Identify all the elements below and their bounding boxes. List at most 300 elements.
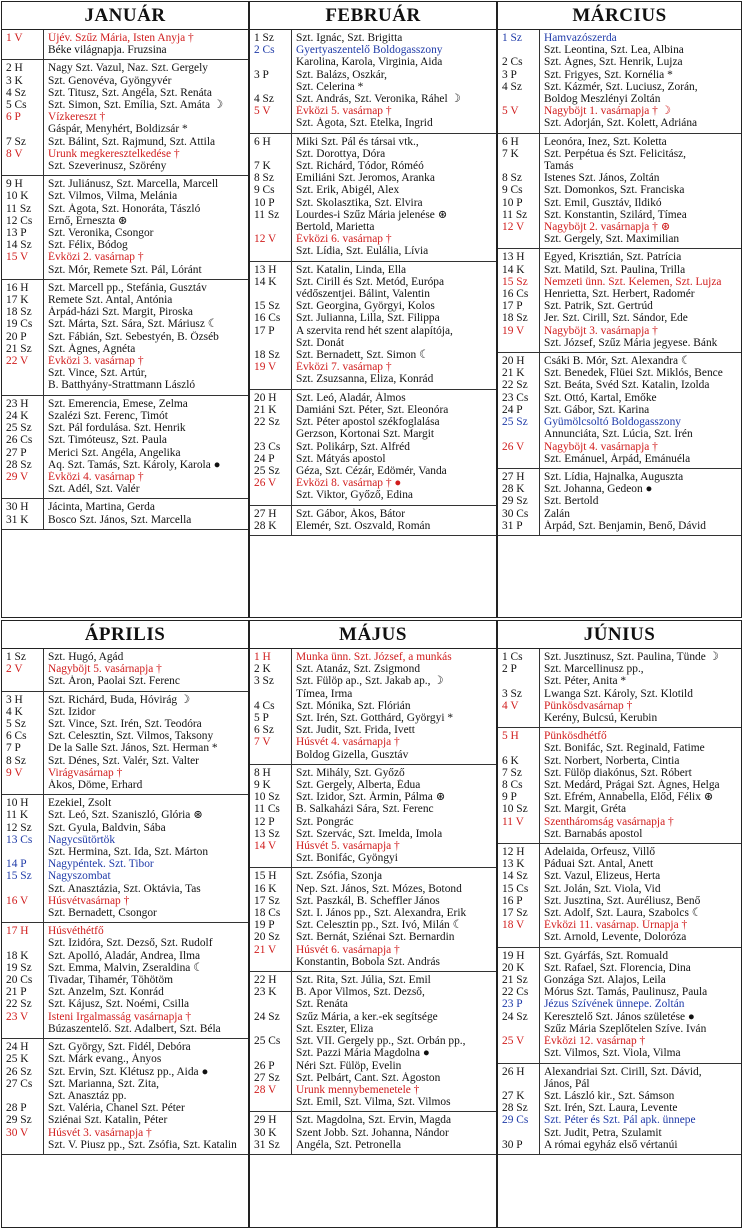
day-number: 8 V (6, 147, 23, 160)
day-number (250, 688, 291, 700)
day-row (2, 1127, 248, 1139)
day-number: 6 P (6, 111, 21, 124)
day-number: 9 Cs (502, 184, 523, 197)
day-names: Szt. Erik, Abigél, Alex (296, 184, 400, 197)
day-number: 21 Sz (502, 974, 528, 987)
day-number (250, 1023, 291, 1035)
day-number: 18 Cs (254, 907, 281, 920)
day-number: 8 Sz (6, 754, 26, 767)
day-names: Szt. Eszter, Eliza (296, 1022, 374, 1035)
day-row (250, 184, 496, 196)
day-number: 11 Sz (6, 202, 32, 215)
day-number (498, 742, 539, 754)
day-number: 5 V (254, 105, 271, 118)
day-row (498, 495, 741, 507)
day-names: Szt. Emil, Szt. Vilma, Szt. Vilmos (296, 1096, 451, 1109)
day-number: 30 Cs (502, 507, 529, 520)
day-number: 12 Cs (6, 214, 33, 227)
day-number: 1 Cs (502, 651, 523, 663)
day-names: Urunk megkeresztelkedése † (48, 147, 180, 160)
day-row (2, 111, 248, 123)
day-row (2, 1011, 248, 1023)
day-row (498, 742, 741, 754)
day-names: Húsvét 6. vasárnapja † (296, 943, 400, 956)
day-row (250, 520, 496, 532)
day-names: Szt. Kázmér, Szt. Luciusz, Zorán, (544, 80, 698, 93)
day-row (2, 459, 248, 471)
day-number: 27 P (6, 446, 27, 459)
day-row (250, 508, 496, 520)
day-names: Páduai Szt. Antal, Anett (544, 858, 654, 871)
day-names: Pünkösdhétfő (544, 730, 607, 743)
day-names: Szt. Mátyás apostol (296, 452, 386, 465)
day-names: Szt. Bernát, Sziénai Szt. Bernardin (296, 931, 455, 944)
day-row (250, 453, 496, 465)
day-number (250, 288, 291, 300)
day-names: Szt. Fülöp diakónus, Szt. Róbert (544, 766, 692, 779)
day-row (498, 56, 741, 68)
day-names: Henrietta, Szt. Herbert, Radomér (544, 288, 695, 301)
day-number: 28 V (254, 1083, 277, 1096)
day-row (498, 276, 741, 288)
day-row (250, 907, 496, 919)
day-row (250, 1139, 496, 1151)
day-number (2, 883, 43, 895)
day-number: 23 Cs (254, 440, 281, 453)
month-majus (249, 620, 497, 1228)
day-names: Szalézi Szt. Ferenc, Timót (48, 409, 168, 422)
day-number (250, 148, 291, 160)
month-days (2, 30, 248, 530)
day-row (498, 700, 741, 712)
day-names: Szt. Emil, Gusztáv, Ildikó (544, 196, 662, 209)
month-aprilis (1, 620, 249, 1228)
day-names: Szt. Perpétua és Szt. Felicitász, (544, 147, 687, 160)
day-row (250, 712, 496, 724)
day-names: Tamás (544, 160, 574, 173)
day-names: Bosco Szt. János, Szt. Marcella (48, 513, 192, 526)
day-names: Jézus Szívének ünnepe. Zoltán (544, 998, 685, 1011)
day-number: 13 Sz (254, 827, 280, 840)
day-names: Nagyböjt 3. vasárnapja † (544, 324, 658, 337)
day-names: Bertold, Marietta (296, 221, 375, 234)
day-number: 7 Sz (502, 766, 522, 779)
day-names: Húsvétvasárnap † (48, 894, 130, 907)
day-names: Szt. Gergely, Alberta, Édua (296, 779, 421, 792)
day-names: Szt. Emma, Malvin, Zseraldina ☾ (48, 961, 204, 974)
day-row (250, 1060, 496, 1072)
day-row (498, 1078, 741, 1090)
day-number: 25 Sz (502, 416, 528, 429)
day-row (250, 56, 496, 68)
day-names: Évközi 12. vasárnap † (544, 1035, 646, 1048)
day-number (250, 81, 291, 93)
day-number: 1 Sz (254, 32, 274, 44)
day-number: 26 Cs (6, 434, 33, 447)
day-row (250, 312, 496, 324)
day-names: Szt. Zsuzsanna, Eliza, Konrád (296, 373, 434, 386)
day-number (250, 373, 291, 385)
week-block (498, 249, 741, 353)
day-number (2, 379, 43, 391)
day-names: Lwanga Szt. Károly, Szt. Klotild (544, 687, 693, 700)
day-names: Szt. Fábián, Szt. Sebestyén, B. Özséb (48, 330, 219, 343)
day-row (498, 441, 741, 453)
day-number (250, 998, 291, 1010)
day-row (498, 209, 741, 221)
day-row (498, 264, 741, 276)
day-row (250, 1023, 496, 1035)
day-row (250, 264, 496, 276)
day-names: Szt. Ottó, Kartal, Emőke (544, 391, 657, 404)
day-row (250, 441, 496, 453)
day-row (250, 349, 496, 361)
day-number: 2 Cs (502, 56, 523, 69)
day-row (2, 755, 248, 767)
day-row (250, 209, 496, 221)
day-row (250, 1127, 496, 1139)
day-number: 15 Sz (502, 275, 528, 288)
day-names: Szt. Gábor, Szt. Karina (544, 403, 650, 416)
day-number: 9 Cs (254, 184, 275, 197)
month-marcius (497, 1, 742, 618)
day-number: 12 V (502, 221, 525, 234)
day-number: 1 Sz (6, 651, 26, 663)
day-row (2, 925, 248, 937)
day-names: Szt. Balázs, Oszkár, (296, 68, 387, 81)
day-names: Szt. Gábor, Ákos, Bátor (296, 507, 406, 520)
day-row (2, 434, 248, 446)
day-number (2, 264, 43, 276)
day-names: Kerény, Bulcsú, Kerubin (544, 712, 658, 725)
day-row (2, 294, 248, 306)
day-names: Évközi 8. vasárnap † ● (296, 477, 402, 490)
day-names: Szt. Adolf, Szt. Laura, Szabolcs ☾ (544, 907, 702, 920)
day-number: 22 H (254, 974, 277, 987)
day-names: Tímea, Irma (296, 687, 353, 700)
day-row (2, 870, 248, 882)
day-row (2, 1090, 248, 1102)
day-number: 13 P (6, 227, 27, 240)
day-number: 24 Sz (502, 1010, 528, 1023)
day-names: Szt. Marcell pp., Stefánia, Gusztáv (48, 281, 207, 294)
day-row (498, 233, 741, 245)
day-row (250, 816, 496, 828)
day-row (498, 791, 741, 803)
day-number: 30 H (6, 501, 29, 514)
day-names: Gerzson, Kortonai Szt. Margit (296, 428, 435, 441)
day-names: Szt. Arnold, Levente, Doloróza (544, 931, 687, 944)
day-names: Szt. Simon, Szt. Emília, Szt. Amáta ☽ (48, 99, 224, 112)
day-names: Szt. Gyárfás, Szt. Romuald (544, 949, 669, 962)
day-number (498, 1078, 539, 1090)
week-block (250, 134, 496, 262)
month-januar (1, 1, 249, 618)
day-row (250, 651, 496, 663)
day-names: Nagy Szt. Vazul, Naz. Szt. Gergely (48, 62, 208, 75)
day-row (250, 160, 496, 172)
day-number: 21 K (502, 367, 525, 380)
day-number: 1 Sz (502, 32, 522, 44)
day-number: 15 H (254, 870, 277, 883)
day-row (250, 325, 496, 337)
day-names: Pünkösdvasárnap † (544, 699, 633, 712)
day-number: 28 P (6, 1102, 27, 1115)
day-number: 12 V (254, 233, 277, 246)
day-row (498, 416, 741, 428)
day-row (250, 428, 496, 440)
day-names: Csáki B. Mór, Szt. Alexandra ☾ (544, 355, 692, 368)
day-names: Szt. Szervác, Szt. Imelda, Imola (296, 827, 443, 840)
day-row (2, 239, 248, 251)
day-number: 18 Sz (254, 349, 280, 362)
day-row (498, 44, 741, 56)
day-row (250, 791, 496, 803)
day-row (2, 663, 248, 675)
day-row (498, 870, 741, 882)
day-number: 20 Cs (6, 974, 33, 987)
day-row (250, 956, 496, 968)
day-names: Szűz Mária Szeplőtelen Szíve. Iván (544, 1022, 707, 1035)
day-number: 10 P (254, 196, 275, 209)
day-number: 27 Sz (254, 1071, 280, 1084)
day-row (2, 306, 248, 318)
day-row (498, 136, 741, 148)
day-number (250, 337, 291, 349)
day-names: Szt. Lídia, Hajnalka, Auguszta (544, 470, 684, 483)
day-row (2, 1053, 248, 1065)
day-row (2, 62, 248, 74)
day-row (498, 483, 741, 495)
day-names: Szt. Fülöp ap., Szt. Jakab ap., ☽ (296, 675, 444, 688)
day-names: Szt. Rafael, Szt. Florencia, Dina (544, 961, 691, 974)
day-number: 15 Sz (254, 300, 280, 313)
day-row (250, 465, 496, 477)
day-number: 12 P (254, 815, 275, 828)
day-number (498, 93, 539, 105)
day-names: Karolina, Karola, Virginia, Aida (296, 56, 443, 69)
day-number: 26 P (254, 1059, 275, 1072)
day-names: Konstantin, Bobola Szt. András (296, 955, 440, 968)
day-number: 17 Sz (502, 907, 528, 920)
day-names: Szt. Rita, Szt. Júlia, Szt. Emil (296, 974, 431, 987)
day-row (2, 264, 248, 276)
day-number: 23 K (254, 986, 277, 999)
day-number: 7 P (6, 742, 21, 755)
day-row (2, 367, 248, 379)
day-row (250, 105, 496, 117)
day-row (2, 822, 248, 834)
day-names: Szt. Pelbárt, Cant. Szt. Ágoston (296, 1071, 441, 1084)
day-names: Szt. Ágnes, Agnéta (48, 342, 136, 355)
day-names: Nagycsütörtök (48, 833, 116, 846)
day-number: 21 K (254, 403, 277, 416)
day-number: 26 V (254, 477, 277, 490)
day-names: Annunciáta, Szt. Lúcia, Szt. Irén (544, 428, 693, 441)
day-names: Szt. I. János pp., Szt. Alexandra, Erik (296, 907, 467, 920)
day-names: Húsvéthétfő (48, 925, 104, 938)
day-row (2, 75, 248, 87)
day-number: 7 K (502, 147, 519, 160)
day-names: Hamvazószerda (544, 32, 617, 44)
day-names: Szentháromság vasárnapja † (544, 815, 674, 828)
day-names: Virágvasárnap † (48, 766, 123, 779)
week-block (498, 134, 741, 250)
day-row (498, 197, 741, 209)
day-number (498, 337, 539, 349)
day-names: Lourdes-i Szűz Mária jelenése ⊛ (296, 208, 448, 221)
day-names: Szt. Titusz, Szt. Angéla, Szt. Renáta (48, 86, 212, 99)
day-row (2, 675, 248, 687)
day-row (498, 986, 741, 998)
day-names: Sziénai Szt. Katalin, Péter (48, 1114, 168, 1127)
day-row (498, 93, 741, 105)
day-number (250, 852, 291, 864)
day-number: 8 Sz (502, 172, 522, 185)
day-number: 15 V (6, 251, 29, 264)
week-block (2, 923, 248, 1039)
day-number (250, 489, 291, 501)
day-number: 30 P (502, 1138, 523, 1151)
day-row (250, 998, 496, 1010)
day-names: Szt. Mór, Remete Szt. Pál, Lóránt (48, 263, 202, 276)
day-row (250, 233, 496, 245)
day-names: Évközi 2. vasárnap † (48, 251, 144, 264)
day-row (498, 846, 741, 858)
day-names: Istenes Szt. János, Zoltán (544, 172, 660, 185)
day-number: 9 P (502, 791, 517, 804)
day-names: Szt. Benedek, Flüei Szt. Miklós, Bence (544, 367, 723, 380)
day-row (498, 931, 741, 943)
day-names: Gonzága Szt. Alajos, Leila (544, 974, 666, 987)
day-number: 23 P (502, 998, 523, 1011)
day-row (2, 136, 248, 148)
day-row (250, 361, 496, 373)
week-block (2, 176, 248, 280)
week-block (498, 948, 741, 1064)
day-number: 17 H (6, 925, 29, 938)
day-number: 16 H (6, 281, 29, 294)
day-names: Szt. Vince, Szt. Irén, Szt. Teodóra (48, 718, 202, 731)
day-row (250, 803, 496, 815)
day-names: Remete Szt. Antal, Antónia (48, 294, 173, 307)
day-number: 26 V (502, 440, 525, 453)
day-number: 19 H (502, 949, 525, 962)
day-number (2, 937, 43, 949)
day-number (2, 779, 43, 791)
day-names: Szt. József, Szűz Mária jegyese. Bánk (544, 336, 718, 349)
day-number: 3 Sz (502, 687, 522, 700)
day-names: Szt. Ágnes, Szt. Henrik, Lujza (544, 56, 683, 69)
day-number: 2 H (6, 62, 23, 75)
month-days (498, 649, 741, 1155)
day-row (250, 1114, 496, 1126)
day-number: 27 K (502, 1089, 525, 1102)
day-number: 10 P (502, 196, 523, 209)
day-names: Szt. Jolán, Szt. Viola, Vid (544, 882, 661, 895)
day-names: Húsvét 5. vasárnapja † (296, 840, 400, 853)
day-row (250, 974, 496, 986)
day-names: Szt. Viktor, Győző, Edina (296, 489, 413, 502)
day-number: 22 V (6, 355, 29, 368)
day-names: Szt. Pazzi Mária Magdolna ● (296, 1047, 430, 1060)
day-row (2, 32, 248, 44)
day-names: Nagyböjt 2. vasárnapja † ⊛ (544, 221, 671, 234)
day-row (2, 44, 248, 56)
day-row (2, 767, 248, 779)
week-block (2, 280, 248, 396)
day-number: 20 Sz (254, 931, 280, 944)
day-number: 5 V (502, 105, 519, 118)
week-block (250, 262, 496, 390)
day-names: Szt. Adorján, Szt. Kolett, Adriána (544, 117, 698, 130)
day-number: 18 Sz (6, 306, 32, 319)
day-number (2, 675, 43, 687)
day-names: Évközi 7. vasárnap † (296, 361, 392, 374)
day-names: Ezekiel, Zsolt (48, 797, 112, 810)
day-names: Szt. Szeverinusz, Szörény (48, 160, 167, 173)
day-number: 15 Cs (502, 882, 529, 895)
day-number: 19 P (254, 919, 275, 932)
day-row (2, 846, 248, 858)
day-row (2, 190, 248, 202)
day-row (250, 828, 496, 840)
day-number: 14 Sz (502, 870, 528, 883)
day-number: 5 P (254, 712, 269, 725)
day-names: Szt. Valéria, Chanel Szt. Péter (48, 1102, 185, 1115)
day-names: Szt. Vilmos, Szt. Viola, Vilma (544, 1047, 681, 1060)
day-row (498, 883, 741, 895)
day-names: Szt. Juliánusz, Szt. Marcella, Marcell (48, 178, 219, 191)
day-number: 20 K (502, 961, 525, 974)
day-row (2, 986, 248, 998)
day-names: Szt. Ignác, Szt. Brigitta (296, 32, 403, 44)
day-row (2, 1102, 248, 1114)
day-number: 19 V (502, 324, 525, 337)
day-number: 3 Sz (254, 675, 274, 688)
day-names: Nagyböjt 5. vasárnapja † (48, 663, 162, 676)
day-names: Szt. Izidor, Szt. Ármin, Pálma ⊛ (296, 791, 446, 804)
day-names: Szt. Polikárp, Szt. Alfréd (296, 440, 410, 453)
day-row (250, 337, 496, 349)
day-names: Szt. Apolló, Aladár, Andrea, Ilma (48, 949, 201, 962)
day-names: Évközi 4. vasárnap † (48, 470, 144, 483)
day-number (498, 712, 539, 724)
day-row (2, 730, 248, 742)
day-number: 30 K (254, 1126, 277, 1139)
day-names: Évközi 11. vasárnap. Úrnapja † (544, 919, 688, 932)
day-number: 5 Sz (6, 718, 26, 731)
day-number: 16 Cs (254, 312, 281, 325)
day-number: 22 Sz (254, 416, 280, 429)
day-names: Húsvét 3. vasárnapja † (48, 1126, 152, 1139)
week-block (250, 30, 496, 134)
month-title: MÁJUS (250, 621, 496, 649)
day-row (498, 355, 741, 367)
day-row (498, 428, 741, 440)
day-names: Szt. Norbert, Norberta, Cintia (544, 754, 680, 767)
day-number: 20 P (6, 330, 27, 343)
day-names: Aq. Szt. Tamás, Szt. Károly, Karola ● (48, 458, 221, 471)
day-number: 5 H (502, 730, 519, 743)
day-names: Szt. Emerencia, Emese, Zelma (48, 397, 188, 410)
day-row (2, 1041, 248, 1053)
day-names: Szt. Renáta (296, 998, 348, 1011)
day-names: Szt. Bonifác, Gyöngyi (296, 852, 398, 865)
day-number (498, 453, 539, 465)
day-number: 8 H (254, 766, 271, 779)
day-row (498, 367, 741, 379)
